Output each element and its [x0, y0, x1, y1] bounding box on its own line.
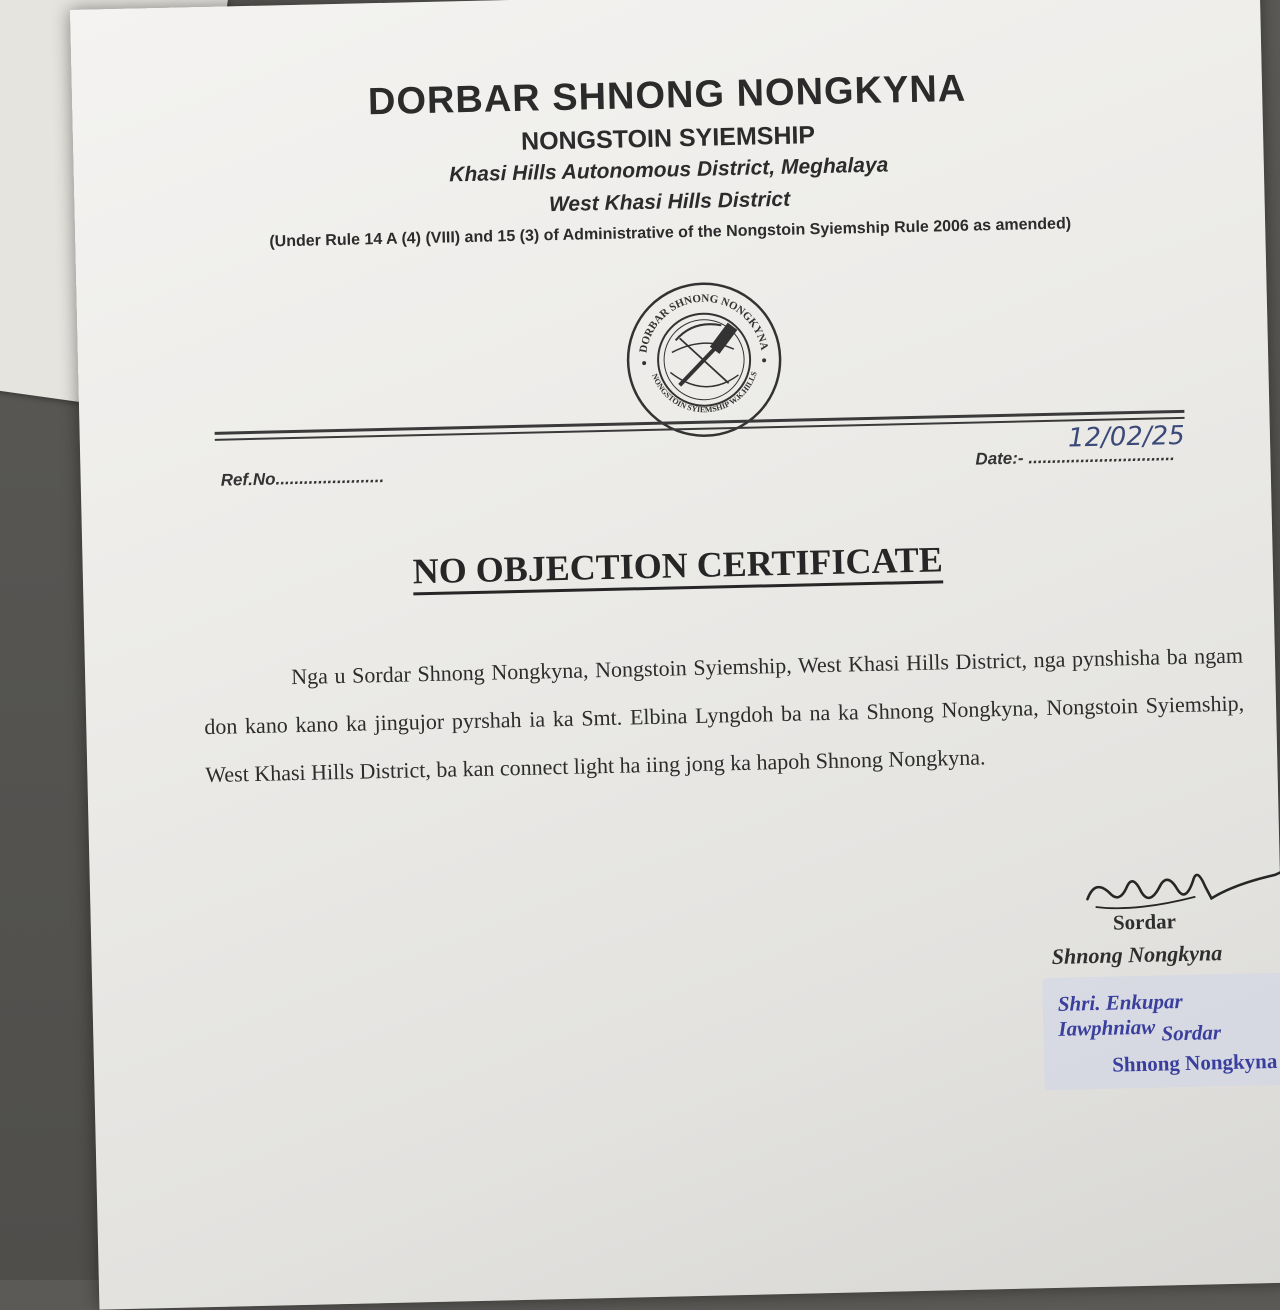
signatory-title: Sordar — [1112, 909, 1177, 935]
certificate-body: Nga u Sordar Shnong Nongkyna, Nongstoin Syiemship, West Khasi Hills District, nga pynshisha ba ngam don kano kano ka jingujor pyrshah ia ka Smt. Elbina Lyngdoh ba na ka Shnong Nongkyna, Nongstoin Syiemship, West Khasi Hills District, ba kan connect light ha iing jong ka hapoh Shnong Nongkyna. — [204, 642, 1245, 788]
signatory-place: Shnong Nongkyna — [1051, 940, 1223, 969]
svg-text:NONGSTOIN SYIEMSHIP W.K.HILLS — [650, 370, 760, 416]
district-council: Khasi Hills Autonomous District, Meghalaya — [449, 153, 889, 187]
signature-icon — [1074, 844, 1280, 929]
certificate-title — [82, 531, 1273, 600]
seal-top-text: DORBAR SHNONG NONGKYNA — [637, 292, 771, 354]
certificate-title-text: NO OBJECTION CERTIFICATE — [412, 539, 943, 595]
dorbar-seal-icon — [622, 278, 786, 442]
district: West Khasi Hills District — [548, 187, 791, 217]
syiemship: NONGSTOIN SYIEMSHIP — [520, 121, 816, 156]
stamp-name: Shri. Enkupar Iawphniaw — [1057, 989, 1183, 1041]
rule-note: (Under Rule 14 A (4) (VIII) and 15 (3) of Administrative of the Nongstoin Syiemship Rule 2006 as amended) — [269, 215, 1072, 251]
date-handwritten: 12/02/25 — [1067, 420, 1186, 454]
date-label: Date:- ............................... — [975, 445, 1175, 469]
org-name: DORBAR SHNONG NONGKYNA — [367, 67, 967, 124]
certificate-paper — [70, 0, 1280, 1310]
seal-bottom-text: NONGSTOIN SYIEMSHIP W.K.HILLS — [650, 370, 759, 415]
stamp-title: Sordar — [1161, 1020, 1222, 1046]
stamp-place: Shnong Nongkyna — [1111, 1048, 1278, 1077]
ref-number: Ref.No....................... — [220, 466, 385, 490]
